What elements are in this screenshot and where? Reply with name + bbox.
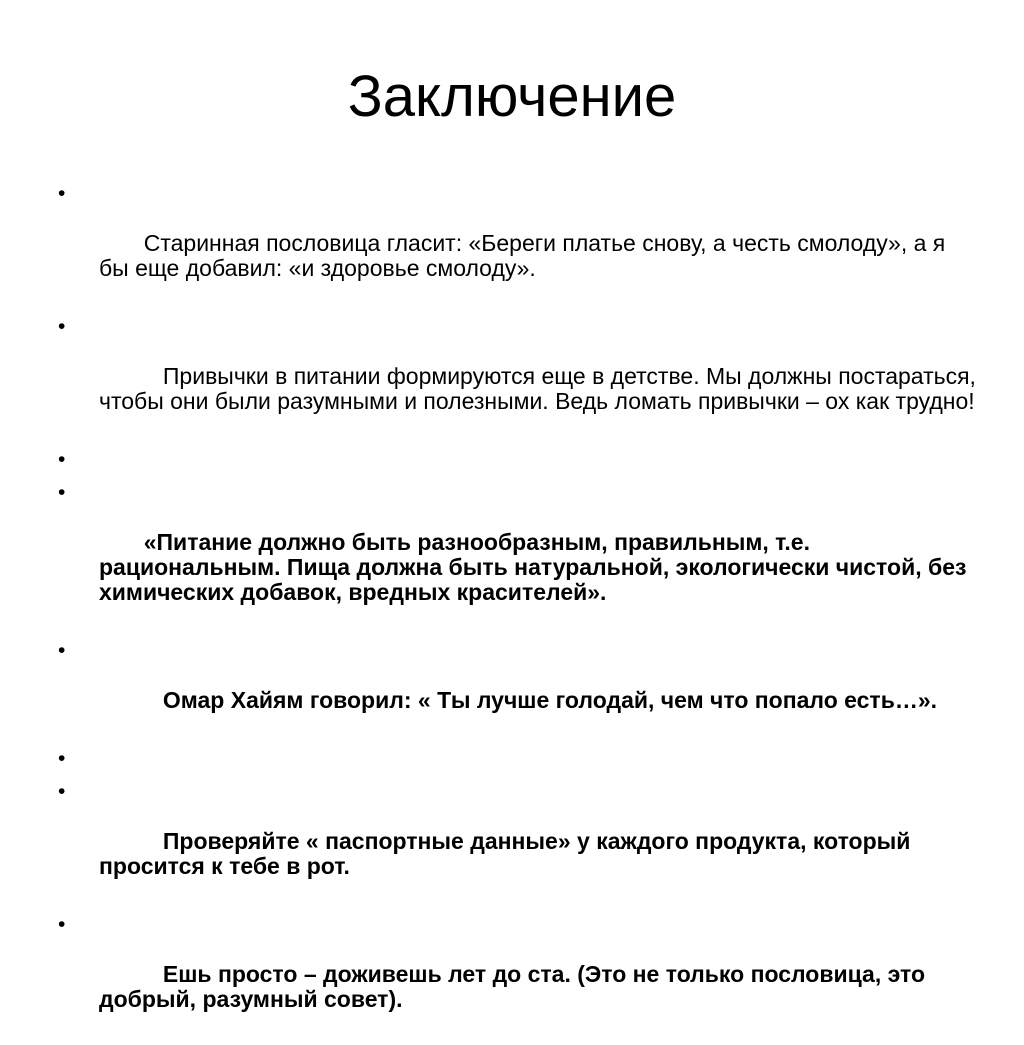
list-item <box>58 181 978 306</box>
list-item <box>58 638 978 738</box>
list-item-text: Старинная пословица гласит: «Береги платье снову, а честь смолоду», а я бы еще добавил: «и здоровье смолоду». <box>99 230 952 281</box>
slide-title: Заключение <box>347 64 677 129</box>
list-item <box>58 912 978 1037</box>
bullet-icon: • <box>58 639 66 662</box>
bullet-icon: • <box>58 315 66 338</box>
bullet-list <box>58 181 983 1045</box>
list-item-text: Проверяйте « паспортные данные» у каждого продукта, который просится к тебе в рот. <box>99 828 917 879</box>
list-item-text: Привычки в питании формируются еще в детстве. Мы должны постараться, чтобы они были разумными и полезными. Ведь ломать привычки – ох как трудно! <box>99 363 983 414</box>
list-item <box>58 447 978 472</box>
bullet-icon: • <box>58 182 66 205</box>
list-item-text: «Питание должно быть разнообразным, правильным, т.е. рациональным. Пища должна быть натуральной, экологически чистой, без химических добавок, вредных красителей». <box>99 529 973 605</box>
bullet-icon: • <box>58 481 66 504</box>
list-item <box>58 314 983 439</box>
bullet-icon: • <box>58 448 66 471</box>
list-item-text: Ешь просто – доживешь лет до ста. (Это не только пословица, это добрый, разумный совет). <box>99 961 932 1012</box>
list-item <box>58 779 978 904</box>
bullet-icon: • <box>58 913 66 936</box>
list-item-text: Омар Хайям говорил: « Ты лучше голодай, чем что попало есть…». <box>137 687 938 713</box>
list-item <box>58 480 978 630</box>
list-item <box>58 746 978 771</box>
bullet-icon: • <box>58 747 66 770</box>
bullet-icon: • <box>58 780 66 803</box>
